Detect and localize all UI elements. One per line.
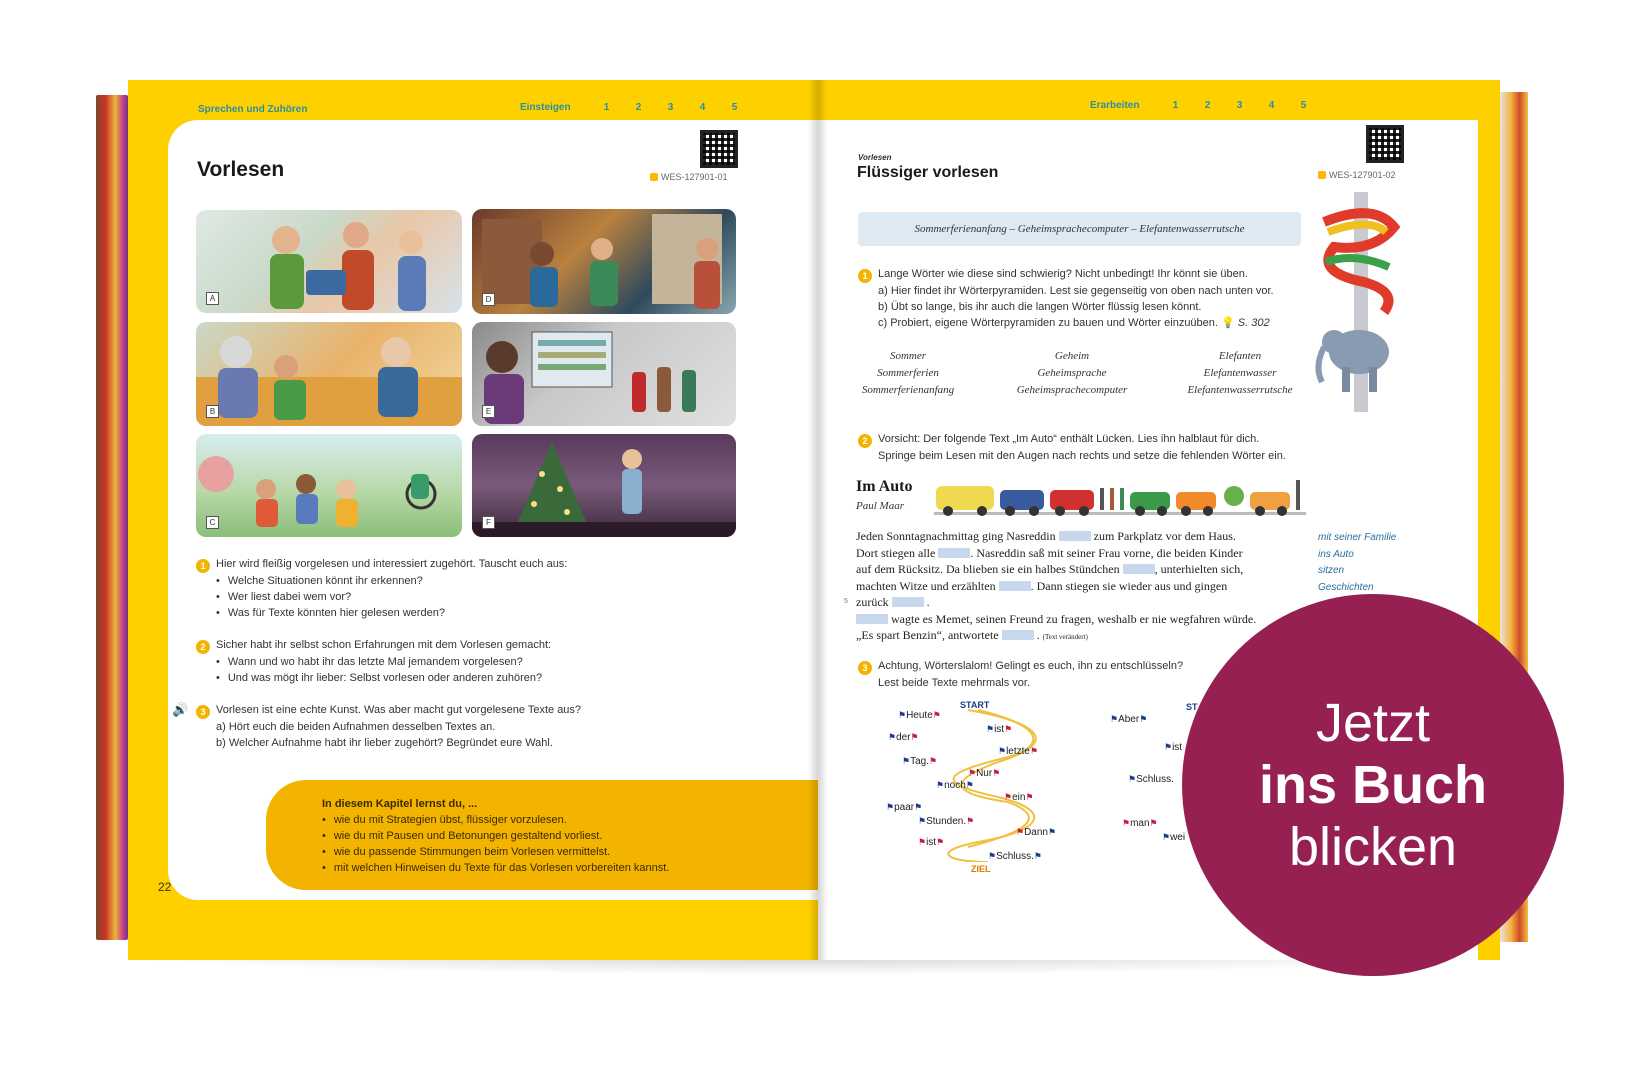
slalom-word-text: paar [894,802,915,813]
page-number: 22 [158,880,172,894]
slalom-word-text: Stunden. [926,816,967,827]
qr-code-icon[interactable] [700,130,738,168]
margin-word: mit seiner Familie [1318,532,1397,543]
media-code-icon [1318,171,1326,179]
slalom-word: ⚑wei [1162,832,1186,843]
lightbulb-icon: 💡 [1221,317,1235,329]
media-code [1318,170,1396,180]
slalom-word: ⚑noch⚑ [936,780,974,791]
task-3-b: b) Welcher Aufnahme habt ihr lieber zugehört? Begründet eure Wahl. [216,737,553,749]
right-task-3 [858,658,1258,691]
list-item: • Und was mögt ihr lieber: Selbst vorlesen oder anderen zuhören? [216,670,736,686]
slalom-word: ⚑man⚑ [1122,818,1158,829]
pyramid-word: Elefantenwasser [1203,367,1277,379]
qr-code-icon[interactable] [1366,125,1404,163]
pyramid-word: Geheimsprache [1037,367,1107,379]
word-banner: Sommerferienanfang – Geheimsprachecomputer – Elefantenwasserrutsche [858,212,1301,246]
illustration-b-drawing [196,322,462,426]
slalom-word: ⚑Dann⚑ [1016,827,1057,838]
illustration-a [196,210,462,313]
slalom-word: ⚑ist⚑ [986,724,1013,735]
page-reference[interactable]: S. 302 [1237,317,1270,329]
story-line: wagte es Memet, seinen Freund zu fragen, weshalb er nie wegfahren würde. [891,611,1257,626]
illustration-d-drawing [472,209,736,314]
right-task-1-c [878,315,1318,331]
story-line: . Dann stiegen sie wieder aus und gingen [1030,578,1228,593]
slalom-word: ⚑Stunden.⚑ [918,816,975,827]
slalom-word: ⚑Heute⚑ [898,710,941,721]
pyramid-word: Geheim [1054,350,1090,362]
slalom-start-2: ST [1186,702,1198,712]
slalom-word: ⚑ist [1164,742,1183,753]
pyramid-word: Geheimsprachecomputer [1016,384,1128,396]
line-number: 5 [844,598,848,605]
task-2-number: 2 [196,640,210,654]
right-task-2-line1: Vorsicht: Der folgende Text „Im Auto“ enthält Lücken. Lies ihn halblaut für dich. [878,433,1260,445]
story-line: Jeden Sonntagnachmittag ging Nasreddin [856,529,1056,543]
task-2-text: Sicher habt ihr selbst schon Erfahrungen mit dem Vorlesen gemacht: [216,639,552,651]
right-task-1-text: Lange Wörter wie diese sind schwierig? Nicht unbedingt! Ihr könnt sie üben. [878,268,1248,280]
task-3 [196,702,736,751]
right-task-3-number: 3 [858,661,872,675]
list-item: • wie du passende Stimmungen beim Vorlesen vermittelst. [322,844,818,860]
picture-label-b: B [206,405,219,418]
step-3: 3 [1236,100,1243,111]
pyramid-word: Elefanten [1218,350,1262,362]
right-task-3-line2: Lest beide Texte mehrmals vor. [878,677,1031,689]
right-task-1-b: b) Übt so lange, bis ihr auch die langen Wörter flüssig lesen könnt. [878,301,1202,313]
step-1: 1 [603,102,610,113]
right-task-2 [858,431,1318,464]
slalom-word: ⚑Schluss.⚑ [988,851,1042,862]
margin-word: sitzen [1318,565,1345,576]
pyramid-word: Elefantenwasserrutsche [1187,384,1293,396]
pyramid-word: Sommerferienanfang [861,384,955,396]
slalom-word-text: Schluss. [1136,774,1174,785]
slalom-word-text: Dann [1024,827,1048,838]
illustration-e-drawing [472,322,736,426]
task-3-number: 3 [196,705,210,719]
step-2: 2 [1204,100,1211,111]
task-2 [196,637,736,686]
story-line: . [926,595,930,609]
story-author: Paul Maar [856,500,904,512]
task-1-list [216,573,736,621]
slalom-word-text: ist [926,837,937,848]
slalom-word: ⚑paar⚑ [886,802,923,813]
speaker-icon[interactable]: 🔊 [172,702,189,717]
chapter-goals-box [266,780,818,890]
task-1 [196,556,736,621]
slalom-word-text: man [1130,818,1150,829]
section-label: Sprechen und Zuhören [198,104,308,115]
word-pyramid-2 [1002,348,1142,399]
illustration-d [472,209,736,314]
step-4: 4 [1268,100,1275,111]
badge-line-2: ins Buch [1258,755,1488,815]
look-inside-button[interactable] [1182,594,1564,976]
media-code [650,172,728,182]
page-title: Vorlesen [197,158,285,181]
word-pyramid-3 [1176,348,1304,399]
step-label: Einsteigen [520,102,571,113]
story-line: zurück [856,595,889,609]
illustration-f [472,434,736,537]
slalom-word-text: ist [1172,742,1183,753]
slalom-word-text: letzte [1006,746,1030,757]
step-label-right: Erarbeiten [1090,100,1140,111]
badge-line-1: Jetzt [1315,693,1431,753]
gap-field[interactable] [1123,564,1155,574]
left-page [128,80,818,960]
story-line: „Es spart Benzin“, antwortete [856,628,999,642]
slalom-word-text: wei [1170,832,1186,843]
right-task-1-number: 1 [858,269,872,283]
book-edge-left [96,95,128,940]
margin-word: ins Auto [1318,548,1354,560]
step-5: 5 [731,102,738,113]
picture-label-c: C [206,516,219,529]
pyramid-word: Sommerferien [877,367,939,379]
slalom-word: ⚑letzte⚑ [998,746,1039,757]
list-item: • wie du mit Pausen und Betonungen gestaltend vorliest. [322,828,818,844]
text-changed-note: (Text verändert) [1042,633,1088,641]
gap-field[interactable] [892,597,924,607]
slalom-word-text: Aber [1118,714,1140,725]
slalom-word-text: Heute [906,710,933,721]
task-1-number: 1 [196,559,210,573]
word-pyramid-1 [858,348,958,399]
task-3-a: a) Hört euch die beiden Aufnahmen desselben Textes an. [216,721,496,733]
slalom-word-text: Schluss. [996,851,1034,862]
media-code-icon [650,173,658,181]
illustration-f-drawing [472,434,736,537]
illustration-c-drawing [196,434,462,537]
gap-field[interactable] [938,548,970,558]
slide-elephant-illustration [1314,192,1406,422]
step-indicator [520,102,741,113]
slalom-start: START [960,700,990,710]
slalom-word: ⚑Tag.⚑ [902,756,938,767]
slalom-word: ⚑Aber⚑ [1110,714,1148,725]
story-line: Dort stiegen alle [856,545,936,560]
task-2-list [216,654,736,686]
book-gutter [808,80,828,960]
picture-label-a: A [206,292,219,305]
step-5: 5 [1300,100,1307,111]
slalom-word: ⚑ein⚑ [1004,792,1034,803]
step-4: 4 [699,102,706,113]
cars-street-illustration [934,476,1306,518]
list-item: • Welche Situationen könnt ihr erkennen? [216,573,736,589]
story-line: auf dem Rücksitz. Da blieben sie ein halbes Stündchen [856,562,1120,576]
right-task-2-number: 2 [858,434,872,448]
story-line: machten Witze und erzählten [856,578,996,593]
step-1: 1 [1172,100,1179,111]
right-task-2-line2: Springe beim Lesen mit den Augen nach rechts und setze die fehlenden Wörter ein. [878,450,1286,462]
right-task-1-c-text: c) Probiert, eigene Wörterpyramiden zu bauen und Wörter einzuüben. [878,317,1218,329]
pyramid-word: Sommer [889,350,927,362]
slalom-word: ⚑Schluss. [1128,774,1174,785]
story-line: zum Parkplatz vor dem Haus. [1093,529,1236,543]
goals-list [322,812,818,876]
gap-field[interactable] [856,614,888,624]
slalom-word-text: ein [1012,792,1026,803]
list-item: • Was für Texte könnten hier gelesen werden? [216,605,736,621]
list-item: • Wann und wo habt ihr das letzte Mal jemandem vorgelesen? [216,654,736,670]
slalom-word-text: ist [994,724,1005,735]
right-task-3-line1: Achtung, Wörterslalom! Gelingt es euch, ihn zu entschlüsseln? [878,660,1184,672]
step-3: 3 [667,102,674,113]
task-3-text: Vorlesen ist eine echte Kunst. Was aber macht gut vorgelesene Texte aus? [216,704,582,716]
media-code-text: WES-127901-01 [661,172,728,182]
margin-word-list [1318,530,1396,596]
gap-field[interactable] [1059,531,1091,541]
illustration-e [472,322,736,426]
slalom-word-text: noch [944,780,966,791]
picture-label-d: D [482,293,495,306]
gap-field[interactable] [1002,630,1034,640]
slalom-goal: ZIEL [971,864,991,874]
list-item: • Wer liest dabei wem vor? [216,589,736,605]
badge-line-3: blicken [1288,817,1458,877]
story-line: . [1036,628,1040,642]
list-item: • wie du mit Strategien übst, flüssiger vorzulesen. [322,812,818,828]
story-title: Im Auto [856,478,913,495]
picture-label-f: F [482,516,495,529]
slalom-path [888,702,1078,862]
step-2: 2 [635,102,642,113]
right-task-1-a: a) Hier findet ihr Wörterpyramiden. Lest sie gegenseitig von oben nach unten vor. [878,285,1274,297]
slalom-word: ⚑Nur⚑ [968,768,1001,779]
goals-title: In diesem Kapitel lernst du, ... [322,798,478,810]
margin-word: Geschichten [1318,581,1374,593]
slalom-word: ⚑der⚑ [888,732,919,743]
slalom-word: ⚑ist⚑ [918,837,945,848]
page-title: Flüssiger vorlesen [857,164,999,181]
story-text [856,528,1316,646]
media-code-text: WES-127901-02 [1329,170,1396,180]
slalom-word-text: Tag. [910,756,929,767]
picture-label-e: E [482,405,495,418]
illustration-c [196,434,462,537]
task-1-text: Hier wird fleißig vorgelesen und interessiert zugehört. Tauscht euch aus: [216,558,568,570]
step-indicator-right [1090,100,1309,111]
right-task-1 [858,266,1318,331]
slalom-word-text: Nur [976,768,993,779]
story-line: , unterhielten sich, [1154,562,1244,576]
slalom-word-text: der [896,732,911,743]
illustration-a-drawing [196,210,462,313]
section-kicker: Vorlesen [858,153,892,162]
gap-field[interactable] [999,581,1031,591]
story-line: . Nasreddin saß mit seiner Frau vorne, die beiden Kinder [970,545,1243,560]
illustration-b [196,322,462,426]
list-item: • mit welchen Hinweisen du Texte für das Vorlesen vorbereiten kannst. [322,860,818,876]
